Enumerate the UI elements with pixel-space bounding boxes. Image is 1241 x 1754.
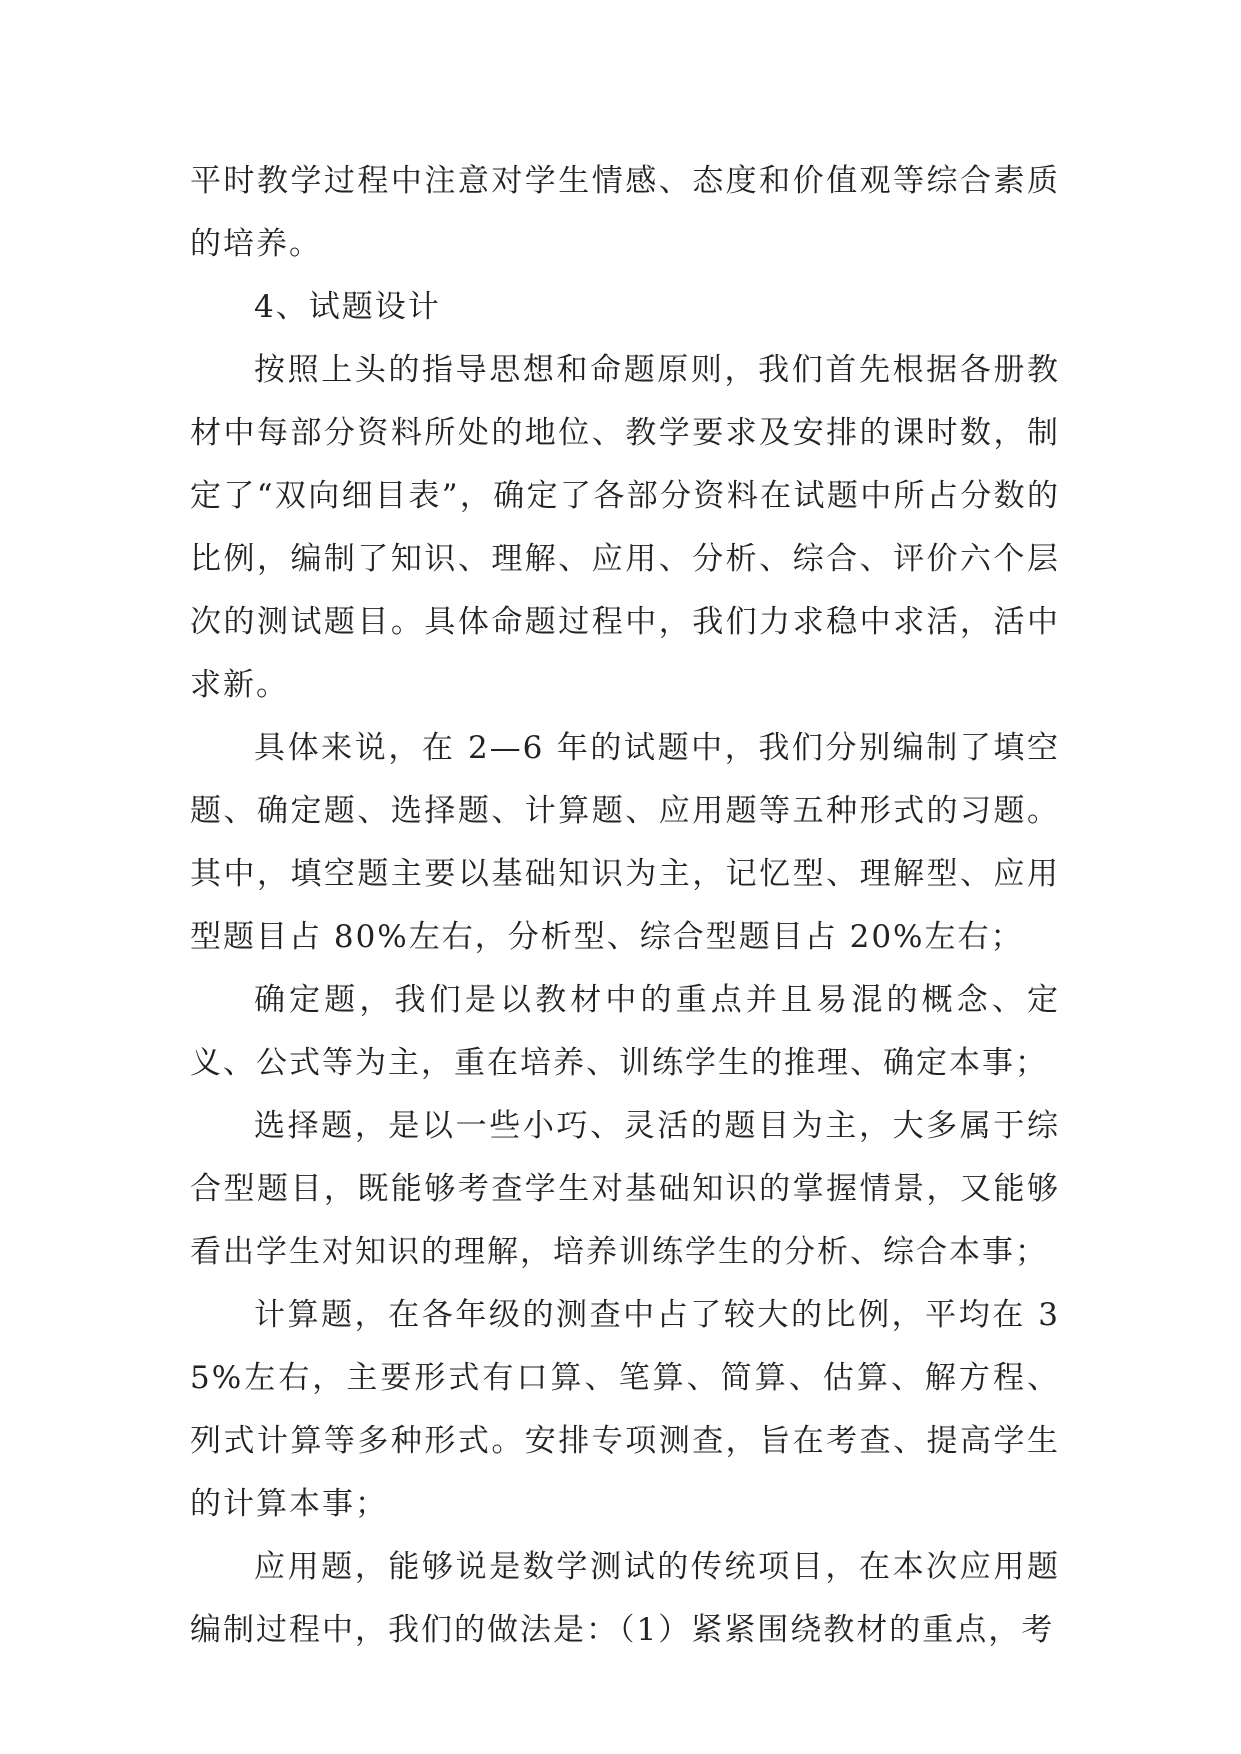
- paragraph-intro-continuation: 平时教学过程中注意对学生情感、态度和价值观等综合素质的培养。: [190, 163, 1060, 262]
- paragraph-calculation-questions: 计算题，在各年级的测查中占了较大的比例，平均在 35%左右，主要形式有口算、笔算、简算、估算、解方程、列式计算等多种形式。安排专项测查，旨在考查、提高学生的计算本事；: [190, 1297, 1060, 1522]
- paragraph-application-questions: 应用题，能够说是数学测试的传统项目，在本次应用题编制过程中，我们的做法是：（1）紧紧围绕教材的重点，考: [190, 1549, 1060, 1648]
- document-body: [190, 150, 1060, 1662]
- paragraph-question-types: 具体来说，在 2—6 年的试题中，我们分别编制了填空题、确定题、选择题、计算题、应用题等五种形式的习题。其中，填空题主要以基础知识为主，记忆型、理解型、应用型题目占 80%左右，分析型、综合型题目占 20%左右；: [190, 730, 1060, 955]
- paragraph-design-principles: 按照上头的指导思想和命题原则，我们首先根据各册教材中每部分资料所处的地位、教学要求及安排的课时数，制定了“双向细目表”，确定了各部分资料在试题中所占分数的比例，编制了知识、理解、应用、分析、综合、评价六个层次的测试题目。具体命题过程中，我们力求稳中求活，活中求新。: [190, 352, 1060, 703]
- section-heading: 4、试题设计: [254, 289, 441, 325]
- paragraph-judgment-questions: 确定题，我们是以教材中的重点并且易混的概念、定义、公式等为主，重在培养、训练学生的推理、确定本事；: [190, 982, 1060, 1081]
- paragraph-choice-questions: 选择题，是以一些小巧、灵活的题目为主，大多属于综合型题目，既能够考查学生对基础知识的掌握情景，又能够看出学生对知识的理解，培养训练学生的分析、综合本事；: [190, 1108, 1060, 1270]
